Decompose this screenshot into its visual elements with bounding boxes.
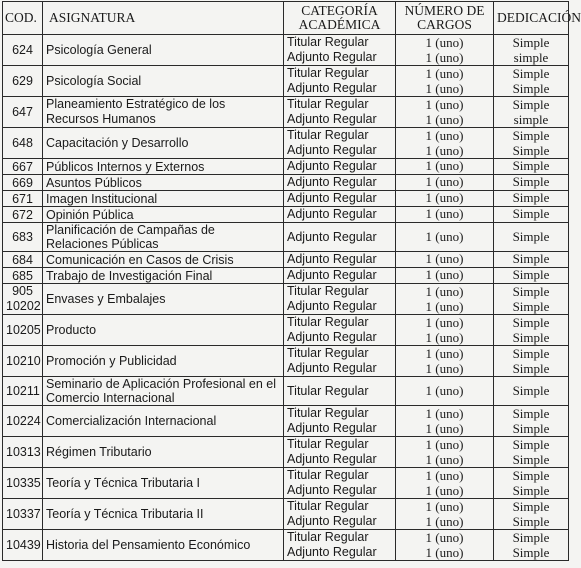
table-row	[3, 346, 569, 377]
cell-categoria-line: Titular Regular	[287, 530, 369, 544]
cell-cod	[3, 97, 43, 128]
header-numero-line: NÚMERO DE	[404, 3, 485, 18]
cell-dedicacion-line: Simple	[512, 190, 550, 205]
cell-categoria-line: Adjunto Regular	[287, 207, 377, 221]
table-row	[3, 97, 569, 128]
cell-cargos	[396, 499, 494, 530]
cell-cargos	[396, 377, 494, 406]
cod-value: 10335	[6, 475, 41, 490]
cell-dedicacion-line: Simple	[512, 143, 550, 158]
cell-cargos	[396, 468, 494, 499]
cell-cargos-line: 1 (uno)	[425, 190, 464, 205]
cell-dedicacion	[494, 346, 569, 377]
cell-cargos-line: 1 (uno)	[425, 468, 464, 483]
cell-dedicacion	[494, 66, 569, 97]
cod-value: 685	[12, 268, 33, 283]
cell-cod	[3, 252, 43, 268]
cell-dedicacion-line: Simple	[512, 174, 550, 189]
cell-dedicacion-line: Simple	[512, 299, 550, 314]
cell-asignatura: Psicología Social	[43, 66, 284, 97]
cell-categoria-line: Adjunto Regular	[287, 330, 377, 344]
cell-categoria-line: Adjunto Regular	[287, 81, 377, 95]
cod-value: 10202	[6, 299, 41, 313]
cell-cargos-line: 1 (uno)	[425, 530, 464, 545]
cell-dedicacion	[494, 35, 569, 66]
cell-cod	[3, 406, 43, 437]
cell-cargos-line: 1 (uno)	[425, 50, 464, 65]
cell-dedicacion-line: Simple	[512, 468, 550, 483]
cell-dedicacion-line: Simple	[512, 406, 550, 421]
cell-categoria-line: Adjunto Regular	[287, 514, 377, 528]
cell-asignatura: Teoría y Técnica Tributaria II	[43, 499, 284, 530]
cod-value: 667	[12, 159, 33, 174]
cell-dedicacion	[494, 175, 569, 191]
cell-asignatura: Trabajo de Investigación Final	[43, 268, 284, 284]
cell-cod	[3, 268, 43, 284]
cod-value: 624	[12, 42, 33, 57]
cell-cargos-line: 1 (uno)	[425, 228, 464, 244]
cell-cargos	[396, 284, 494, 315]
cell-cargos-line: 1 (uno)	[425, 437, 464, 452]
header-dedicacion: DEDICACIÓN	[494, 2, 569, 35]
cell-asignatura: Planeamiento Estratégico de los Recursos Humanos	[43, 97, 284, 128]
cell-cargos	[396, 97, 494, 128]
cell-categoria	[284, 191, 396, 207]
cell-cod	[3, 499, 43, 530]
cod-value: 648	[12, 135, 33, 150]
cell-categoria-line: Titular Regular	[287, 468, 369, 482]
cell-dedicacion-line: Simple	[512, 81, 550, 96]
cell-cargos-line: 1 (uno)	[425, 81, 464, 96]
header-categoria-line: ACADÉMICA	[298, 17, 381, 32]
cell-cargos	[396, 207, 494, 223]
cell-dedicacion-line: Simple	[512, 499, 550, 514]
cell-categoria	[284, 284, 396, 315]
cell-dedicacion-line: Simple	[512, 361, 550, 376]
cell-dedicacion-line: Simple	[512, 421, 550, 436]
cell-categoria	[284, 128, 396, 159]
cell-cod	[3, 377, 43, 406]
cell-dedicacion-line: Simple	[512, 267, 550, 282]
cell-dedicacion-line: Simple	[512, 452, 550, 467]
cell-asignatura: Seminario de Aplicación Profesional en el Comercio Internacional	[43, 377, 284, 406]
cell-dedicacion	[494, 284, 569, 315]
cell-dedicacion	[494, 159, 569, 175]
cell-cargos-line: 1 (uno)	[425, 382, 464, 398]
cod-value: 10224	[6, 413, 41, 428]
cell-categoria-line: Titular Regular	[287, 406, 369, 420]
cell-dedicacion	[494, 128, 569, 159]
cell-cargos-line: 1 (uno)	[425, 174, 464, 189]
cod-value: 672	[12, 207, 33, 222]
cell-cod	[3, 530, 43, 561]
header-cod: COD.	[3, 2, 43, 35]
cell-asignatura: Imagen Institucional	[43, 191, 284, 207]
cell-cargos	[396, 346, 494, 377]
cell-categoria-line: Titular Regular	[287, 315, 369, 329]
cell-dedicacion-line: Simple	[512, 315, 550, 330]
cod-value: 684	[12, 252, 33, 267]
cell-cargos-line: 1 (uno)	[425, 452, 464, 467]
cell-dedicacion-line: Simple	[512, 346, 550, 361]
cell-cargos-line: 1 (uno)	[425, 128, 464, 143]
cell-categoria-line: Adjunto Regular	[287, 229, 377, 244]
cell-dedicacion-line: Simple	[512, 330, 550, 345]
cell-asignatura: Teoría y Técnica Tributaria I	[43, 468, 284, 499]
cell-dedicacion-line: Simple	[512, 530, 550, 545]
cell-dedicacion-line: Simple	[512, 514, 550, 529]
cell-cargos	[396, 252, 494, 268]
table-row	[3, 252, 569, 268]
cell-categoria	[284, 207, 396, 223]
cod-value: 905	[12, 284, 33, 298]
cod-value: 10211	[6, 384, 40, 398]
cod-value: 683	[12, 230, 33, 244]
cell-dedicacion-line: Simple	[512, 382, 550, 398]
cell-dedicacion-line: Simple	[512, 35, 550, 50]
cell-categoria-line: Titular Regular	[287, 284, 369, 298]
cell-cod	[3, 223, 43, 252]
table-row	[3, 468, 569, 499]
cell-categoria-line: Adjunto Regular	[287, 112, 377, 126]
cell-cod	[3, 346, 43, 377]
table-row	[3, 437, 569, 468]
cell-dedicacion	[494, 530, 569, 561]
cell-cargos	[396, 128, 494, 159]
cell-cargos	[396, 268, 494, 284]
cell-dedicacion	[494, 97, 569, 128]
cell-categoria-line: Adjunto Regular	[287, 361, 377, 375]
cod-value: 10337	[6, 506, 41, 521]
table-body	[3, 35, 569, 561]
cod-value: 629	[12, 73, 33, 88]
cell-categoria	[284, 268, 396, 284]
cell-asignatura: Opinión Pública	[43, 207, 284, 223]
header-asignatura: ASIGNATURA	[43, 2, 284, 35]
cell-categoria-line: Adjunto Regular	[287, 483, 377, 497]
cell-asignatura: Historia del Pensamiento Económico	[43, 530, 284, 561]
cell-dedicacion-line: Simple	[512, 228, 550, 244]
cell-dedicacion	[494, 252, 569, 268]
table-row	[3, 530, 569, 561]
cell-dedicacion	[494, 223, 569, 252]
table-row	[3, 377, 569, 406]
cell-asignatura: Públicos Internos y Externos	[43, 159, 284, 175]
cell-categoria-line: Adjunto Regular	[287, 299, 377, 313]
cell-cargos-line: 1 (uno)	[425, 299, 464, 314]
table-row	[3, 66, 569, 97]
cell-cod	[3, 175, 43, 191]
cell-dedicacion	[494, 468, 569, 499]
cell-dedicacion-line: Simple	[512, 128, 550, 143]
cell-categoria	[284, 159, 396, 175]
cell-asignatura: Asuntos Públicos	[43, 175, 284, 191]
cell-dedicacion	[494, 437, 569, 468]
cell-asignatura: Comunicación en Casos de Crisis	[43, 252, 284, 268]
cell-categoria-line: Adjunto Regular	[287, 545, 377, 559]
cell-cod	[3, 159, 43, 175]
cod-value: 10439	[6, 537, 41, 552]
cell-cod	[3, 128, 43, 159]
cell-cargos-line: 1 (uno)	[425, 206, 464, 221]
cell-cargos-line: 1 (uno)	[425, 406, 464, 421]
cell-dedicacion-line: Simple	[512, 545, 550, 560]
cell-cargos	[396, 66, 494, 97]
cell-asignatura: Psicología General	[43, 35, 284, 66]
cell-dedicacion	[494, 377, 569, 406]
cell-cargos-line: 1 (uno)	[425, 267, 464, 282]
cell-categoria-line: Titular Regular	[287, 383, 369, 398]
cell-categoria	[284, 175, 396, 191]
cell-categoria-line: Adjunto Regular	[287, 191, 377, 205]
cell-dedicacion-line: Simple	[512, 158, 550, 173]
cell-asignatura: Envases y Embalajes	[43, 284, 284, 315]
cell-cargos-line: 1 (uno)	[425, 35, 464, 50]
cell-categoria	[284, 499, 396, 530]
cell-dedicacion-line: Simple	[512, 483, 550, 498]
cell-cod	[3, 35, 43, 66]
cell-categoria	[284, 315, 396, 346]
table-row	[3, 159, 569, 175]
cell-dedicacion	[494, 315, 569, 346]
cod-value: 671	[12, 191, 33, 206]
header-categoria-line: CATEGORÍA	[301, 3, 378, 18]
cell-cargos	[396, 530, 494, 561]
cell-categoria-line: Titular Regular	[287, 66, 369, 80]
cell-cargos-line: 1 (uno)	[425, 284, 464, 299]
header-numero	[396, 2, 494, 35]
cell-dedicacion-line: Simple	[512, 66, 550, 81]
cell-categoria	[284, 468, 396, 499]
cell-asignatura: Capacitación y Desarrollo	[43, 128, 284, 159]
table-row	[3, 35, 569, 66]
cell-cargos-line: 1 (uno)	[425, 97, 464, 112]
cell-asignatura: Régimen Tributario	[43, 437, 284, 468]
cell-categoria	[284, 530, 396, 561]
cell-cargos-line: 1 (uno)	[425, 346, 464, 361]
cell-asignatura: Comercialización Internacional	[43, 406, 284, 437]
header-numero-line: CARGOS	[417, 17, 472, 32]
cell-categoria-line: Titular Regular	[287, 499, 369, 513]
cod-value: 10313	[6, 444, 41, 459]
cod-value: 647	[12, 104, 33, 119]
cell-cargos-line: 1 (uno)	[425, 251, 464, 266]
cell-dedicacion-line: Simple	[512, 437, 550, 452]
cell-cargos-line: 1 (uno)	[425, 66, 464, 81]
cell-categoria-line: Adjunto Regular	[287, 50, 377, 64]
table-row	[3, 499, 569, 530]
cell-cargos	[396, 191, 494, 207]
cell-categoria	[284, 35, 396, 66]
cell-cargos-line: 1 (uno)	[425, 315, 464, 330]
cell-cargos-line: 1 (uno)	[425, 514, 464, 529]
table-row	[3, 406, 569, 437]
cell-dedicacion-line: Simple	[512, 284, 550, 299]
cell-cargos-line: 1 (uno)	[425, 158, 464, 173]
cell-categoria	[284, 346, 396, 377]
cell-categoria-line: Adjunto Regular	[287, 421, 377, 435]
cell-dedicacion	[494, 207, 569, 223]
cell-asignatura: Producto	[43, 315, 284, 346]
cell-categoria	[284, 377, 396, 406]
cod-value: 10205	[6, 322, 41, 337]
cell-categoria-line: Titular Regular	[287, 346, 369, 360]
table-row	[3, 128, 569, 159]
cell-dedicacion-line: simple	[513, 50, 549, 65]
cell-categoria-line: Adjunto Regular	[287, 143, 377, 157]
cell-dedicacion	[494, 499, 569, 530]
cell-cargos-line: 1 (uno)	[425, 483, 464, 498]
cell-cargos	[396, 159, 494, 175]
cell-cod	[3, 315, 43, 346]
cell-dedicacion	[494, 191, 569, 207]
cell-dedicacion-line: simple	[513, 112, 549, 127]
cell-cod	[3, 66, 43, 97]
table-row	[3, 268, 569, 284]
cell-categoria-line: Titular Regular	[287, 128, 369, 142]
table-row	[3, 223, 569, 252]
cell-asignatura: Planificación de Campañas de Relaciones Públicas	[43, 223, 284, 252]
cell-asignatura: Promoción y Publicidad	[43, 346, 284, 377]
cell-categoria	[284, 252, 396, 268]
cell-cargos	[396, 406, 494, 437]
cell-categoria	[284, 97, 396, 128]
cell-dedicacion	[494, 406, 569, 437]
cell-categoria-line: Adjunto Regular	[287, 159, 377, 173]
designations-table	[2, 1, 581, 561]
cell-cargos	[396, 315, 494, 346]
cell-cargos	[396, 35, 494, 66]
cell-dedicacion	[494, 268, 569, 284]
cell-cargos-line: 1 (uno)	[425, 361, 464, 376]
header-categoria	[284, 2, 396, 35]
cell-cod	[3, 437, 43, 468]
cell-cargos	[396, 223, 494, 252]
cell-dedicacion-line: Simple	[512, 251, 550, 266]
cell-cargos-line: 1 (uno)	[425, 499, 464, 514]
cell-categoria	[284, 437, 396, 468]
cell-categoria-line: Titular Regular	[287, 97, 369, 111]
cell-categoria-line: Adjunto Regular	[287, 175, 377, 189]
cell-categoria-line: Adjunto Regular	[287, 268, 377, 282]
table-row	[3, 207, 569, 223]
table-row	[3, 191, 569, 207]
cell-categoria	[284, 406, 396, 437]
cell-categoria	[284, 223, 396, 252]
cell-cod	[3, 468, 43, 499]
cell-cargos-line: 1 (uno)	[425, 330, 464, 345]
cell-dedicacion-line: Simple	[512, 206, 550, 221]
cell-cod	[3, 207, 43, 223]
cell-cargos-line: 1 (uno)	[425, 421, 464, 436]
cell-cargos-line: 1 (uno)	[425, 112, 464, 127]
cell-cargos-line: 1 (uno)	[425, 143, 464, 158]
table-row	[3, 175, 569, 191]
cell-categoria-line: Adjunto Regular	[287, 252, 377, 266]
table-row	[3, 284, 569, 315]
cell-cargos-line: 1 (uno)	[425, 545, 464, 560]
cod-value: 669	[12, 175, 33, 190]
cell-categoria-line: Titular Regular	[287, 35, 369, 49]
cell-categoria-line: Adjunto Regular	[287, 452, 377, 466]
cell-cod	[3, 191, 43, 207]
cell-categoria-line: Titular Regular	[287, 437, 369, 451]
cell-cargos	[396, 437, 494, 468]
cod-value: 10210	[6, 353, 41, 368]
table-row	[3, 315, 569, 346]
cell-categoria	[284, 66, 396, 97]
header-row	[3, 2, 569, 35]
cell-cargos	[396, 175, 494, 191]
cell-dedicacion-line: Simple	[512, 97, 550, 112]
cell-cod	[3, 284, 43, 315]
